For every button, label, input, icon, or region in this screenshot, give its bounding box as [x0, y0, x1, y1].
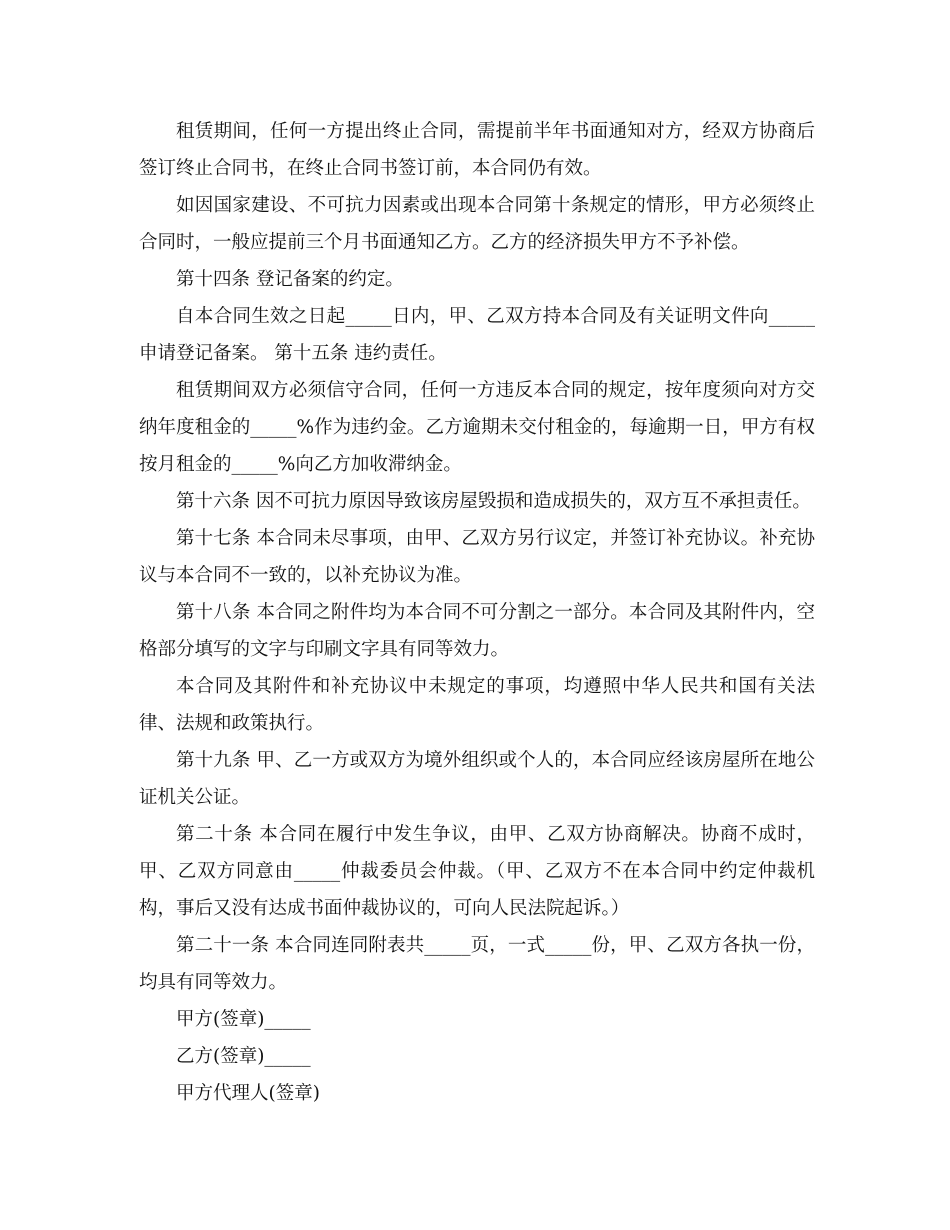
article-17: 第十七条 本合同未尽事项，由甲、乙双方另行议定，并签订补充协议。补充协议与本合同不一致的，以补充协议为准。	[139, 528, 815, 586]
paragraph-termination-notice: 租赁期间，任何一方提出终止合同，需提前半年书面通知对方，经双方协商后签订终止合同书，在终止合同书签订前，本合同仍有效。	[139, 121, 815, 179]
article-18: 第十八条 本合同之附件均为本合同不可分割之一部分。本合同及其附件内，空格部分填写的文字与印刷文字具有同等效力。	[139, 602, 815, 660]
article-19: 第十九条 甲、乙一方或双方为境外组织或个人的，本合同应经该房屋所在地公证机关公证。	[139, 750, 815, 808]
article-21: 第二十一条 本合同连同附表共_____页，一式_____份，甲、乙双方各执一份，均具有同等效力。	[139, 935, 815, 993]
paragraph-force-majeure-termination: 如因国家建设、不可抗力因素或出现本合同第十条规定的情形，甲方必须终止合同时，一般应提前三个月书面通知乙方。乙方的经济损失甲方不予补偿。	[139, 195, 815, 253]
party-a-agent-signature-line: 甲方代理人(签章)	[176, 1083, 320, 1104]
article-14-heading: 第十四条 登记备案的约定。	[176, 269, 404, 290]
paragraph-breach-penalty: 租赁期间双方必须信守合同，任何一方违反本合同的规定，按年度须向对方交纳年度租金的_____%作为违约金。乙方逾期未交付租金的，每逾期一日，甲方有权按月租金的_____%向乙方加收滞纳金。	[139, 380, 815, 475]
paragraph-registration-and-article-15: 自本合同生效之日起_____日内，甲、乙双方持本合同及有关证明文件向_____申请登记备案。 第十五条 违约责任。	[139, 306, 815, 364]
paragraph-applicable-law: 本合同及其附件和补充协议中未规定的事项，均遵照中华人民共和国有关法律、法规和政策执行。	[139, 676, 815, 734]
article-16: 第十六条 因不可抗力原因导致该房屋毁损和造成损失的，双方互不承担责任。	[176, 491, 811, 512]
party-a-signature-line: 甲方(签章)_____	[176, 1009, 311, 1030]
article-20: 第二十条 本合同在履行中发生争议，由甲、乙双方协商解决。协商不成时，甲、乙双方同意由_____仲裁委员会仲裁。（甲、乙双方不在本合同中约定仲裁机构，事后又没有达成书面仲裁协议的，可向人民法院起诉。）	[139, 824, 815, 919]
party-b-signature-line: 乙方(签章)_____	[176, 1046, 311, 1067]
contract-body	[139, 113, 815, 1112]
